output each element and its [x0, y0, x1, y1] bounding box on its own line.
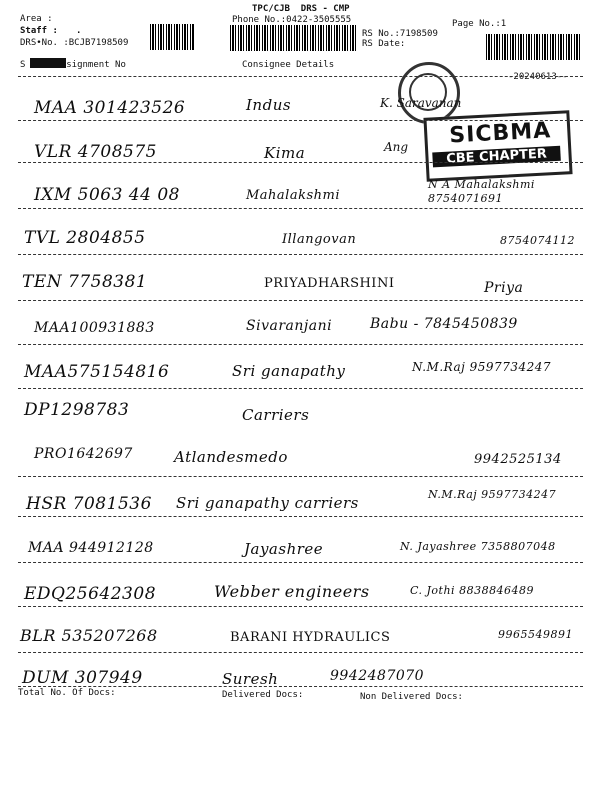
- row-awb: TEN 7758381: [22, 272, 148, 292]
- row-divider: [18, 562, 583, 563]
- company: TPC/CJB: [252, 4, 290, 14]
- row-awb: IXM 5063 44 08: [34, 185, 180, 205]
- doc-type: DRS - CMP: [300, 4, 350, 14]
- column-header-assignment: [20, 60, 126, 70]
- row-consignee: Atlandesmedo: [174, 448, 288, 466]
- row-awb: DUM 307949: [22, 668, 143, 688]
- row-awb: VLR 4708575: [34, 142, 157, 162]
- row-consignee: Kima: [264, 144, 306, 162]
- row-divider: [18, 476, 583, 477]
- row-awb: BLR 535207268: [20, 626, 158, 645]
- total-docs-label: Total No. Of Docs:: [18, 688, 116, 698]
- area-label: Area :: [20, 14, 53, 24]
- phone-number: Phone No.:0422-3505555: [232, 15, 352, 25]
- row-awb: MAA 944912128: [28, 540, 154, 556]
- row-extra: N.M.Raj 9597734247: [428, 488, 557, 501]
- row-awb: DP1298783: [24, 400, 130, 420]
- header-divider: [18, 76, 583, 77]
- footer-divider: [18, 686, 583, 687]
- row-awb: PRO1642697: [34, 446, 133, 462]
- row-consignee: Jayashree: [244, 540, 324, 558]
- row-consignee: Sri ganapathy: [232, 362, 346, 380]
- stamp-line1: SICBMA: [448, 118, 552, 149]
- staff-label: Staff :: [20, 26, 58, 36]
- row-extra: C. Jothi 8838846489: [410, 584, 535, 597]
- delivered-docs-label: Delivered Docs:: [222, 690, 304, 700]
- row-divider: [18, 516, 583, 517]
- barcode-icon: [150, 24, 194, 50]
- date-stamp: -20240613--: [508, 72, 568, 82]
- row-extra: 8754074112: [500, 234, 575, 247]
- stamp-line2: CBE CHAPTER: [432, 146, 561, 168]
- row-divider: [18, 388, 583, 389]
- row-signature: K. Saravanan: [380, 96, 462, 110]
- page-number: Page No.:1: [452, 19, 507, 29]
- row-awb: HSR 7081536: [26, 494, 152, 514]
- row-consignee: Carriers: [242, 406, 310, 424]
- rs-number: RS No.:7198509: [362, 29, 438, 39]
- barcode-icon: [486, 34, 582, 60]
- row-consignee: Mahalakshmi: [246, 188, 340, 203]
- row-extra: 9942525134: [474, 452, 562, 467]
- row-consignee: BARANI HYDRAULICS: [230, 630, 391, 645]
- row-extra: 9965549891: [498, 628, 573, 641]
- row-divider: [18, 162, 583, 163]
- row-extra: N.M.Raj 9597734247: [412, 360, 551, 374]
- col-assignment: ssignment No: [60, 60, 126, 70]
- non-delivered-docs-label: Non Delivered Docs:: [360, 692, 463, 702]
- row-extra: Priya: [484, 280, 524, 296]
- row-extra: 9942487070: [330, 668, 425, 684]
- row-awb: MAA100931883: [34, 320, 155, 336]
- barcode-icon: [230, 25, 356, 51]
- drs-number: DRS•No. :BCJB7198509: [20, 38, 129, 48]
- row-awb: EDQ25642308: [24, 584, 157, 604]
- row-extra: Babu - 7845450839: [370, 316, 518, 332]
- row-divider: [18, 120, 583, 121]
- staff-value: .: [76, 26, 82, 36]
- col-s: S: [20, 60, 31, 70]
- row-divider: [18, 344, 583, 345]
- row-awb: TVL 2804855: [24, 228, 146, 248]
- row-divider: [18, 606, 583, 607]
- row-consignee: Sri ganapathy carriers: [176, 494, 359, 512]
- row-consignee: Illangovan: [282, 232, 357, 247]
- row-extra: N A Mahalakshmi 8754071691: [428, 178, 535, 205]
- row-awb: MAA 301423526: [34, 98, 186, 118]
- row-signature: Ang: [384, 140, 409, 154]
- row-divider: [18, 652, 583, 653]
- column-header-consignee: Consignee Details: [242, 60, 335, 70]
- row-consignee: Webber engineers: [214, 582, 370, 601]
- row-consignee: Sivaranjani: [246, 318, 333, 334]
- row-consignee: Suresh: [222, 670, 279, 688]
- company-code: [252, 4, 350, 14]
- row-consignee: PRIYADHARSHINI: [264, 276, 395, 291]
- round-seal-icon: [398, 62, 460, 124]
- row-divider: [18, 208, 583, 209]
- row-consignee: Indus: [246, 96, 292, 114]
- row-divider: [18, 300, 583, 301]
- rs-date: RS Date:: [362, 39, 406, 49]
- row-awb: MAA575154816: [24, 362, 170, 382]
- row-extra: N. Jayashree 7358807048: [400, 540, 556, 553]
- row-divider: [18, 254, 583, 255]
